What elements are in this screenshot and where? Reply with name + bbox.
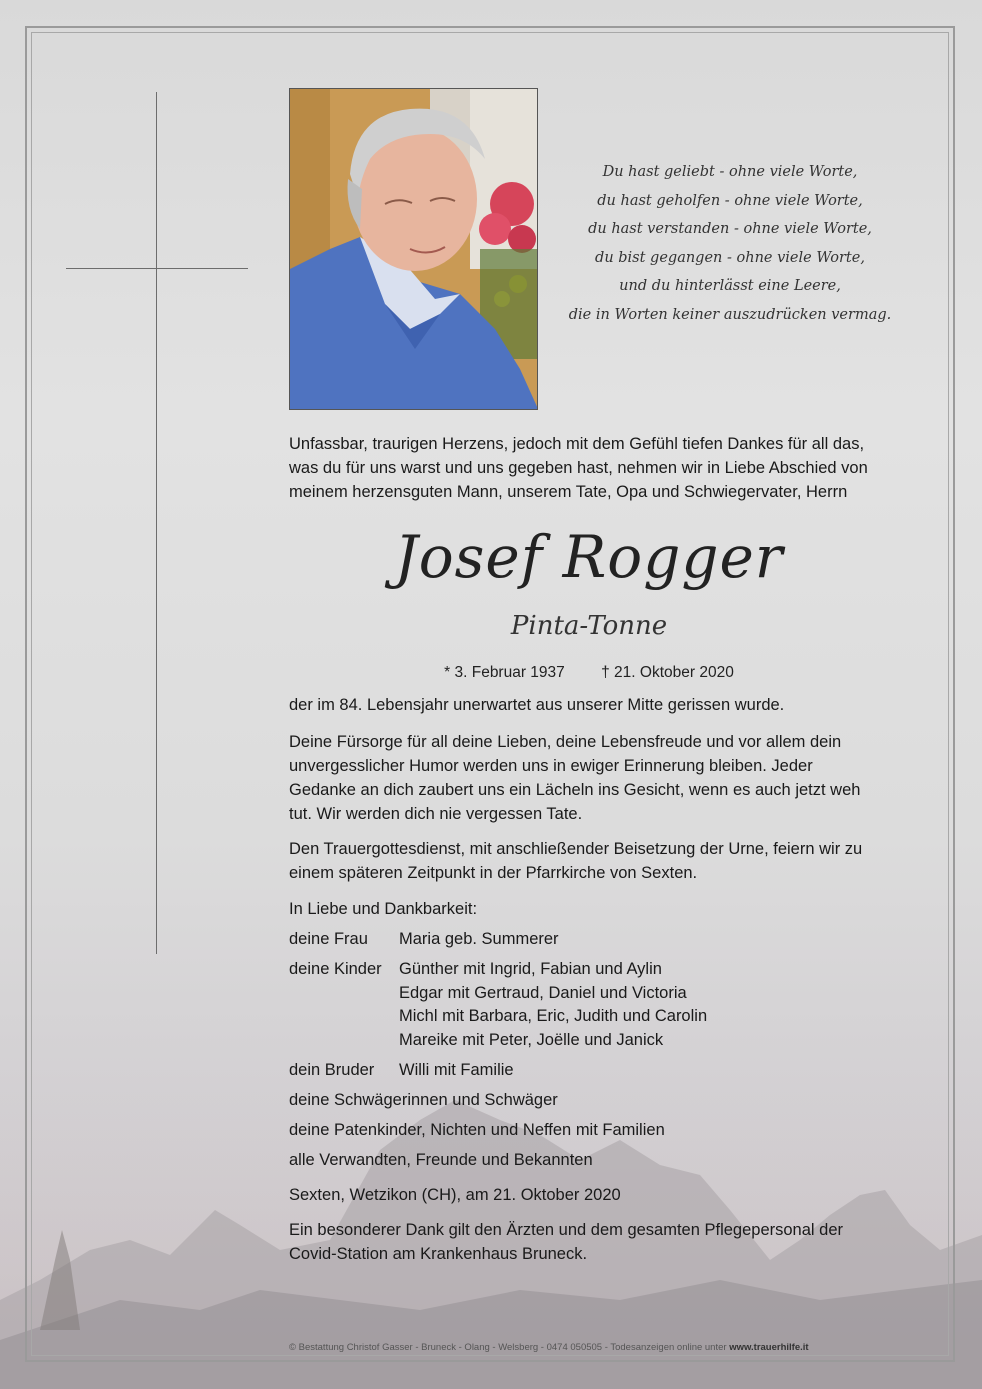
poem-line: die in Worten keiner auszudrücken vermag. — [568, 306, 892, 323]
service-line: Den Trauergottesdienst, mit anschließender Beisetzung der Urne, feiern wir zu — [289, 840, 863, 858]
child-entry: Michl mit Barbara, Eric, Judith und Carolin — [399, 1007, 708, 1025]
cross-horizontal-bar — [66, 268, 248, 269]
footer-text: © Bestattung Christof Gasser - Bruneck - Olang - Welsberg - 0474 050505 - Todesanzeigen online unter — [289, 1342, 727, 1353]
relatives-entry: deine Schwägerinnen und Schwäger — [289, 1091, 558, 1109]
child-entry: Günther mit Ingrid, Fabian und Aylin — [399, 960, 662, 978]
poem-line: Du hast geliebt - ohne viele Worte, — [602, 164, 858, 180]
poem-line: und du hinterlässt eine Leere, — [619, 278, 841, 294]
memory-line: Deine Fürsorge für all deine Lieben, deine Lebensfreude und vor allem dein — [289, 733, 842, 751]
poem-line: du hast verstanden - ohne viele Worte, — [588, 221, 872, 237]
wife-name: Maria geb. Summerer — [399, 930, 559, 948]
memory-line: tut. Wir werden dich nie vergessen Tate. — [289, 805, 583, 823]
portrait-photo — [289, 88, 538, 410]
place-date: Sexten, Wetzikon (CH), am 21. Oktober 2020 — [289, 1186, 621, 1204]
footer — [289, 1342, 894, 1353]
deceased-nickname: Pinta-Tonne — [510, 611, 668, 641]
life-dates — [289, 664, 889, 682]
brother-name: Willi mit Familie — [399, 1061, 514, 1079]
service-paragraph — [289, 837, 885, 885]
memory-line: Gedanke an dich zaubert uns ein Lächeln ins Gesicht, wenn es auch jetzt weh — [289, 781, 861, 799]
intro-line: Unfassbar, traurigen Herzens, jedoch mit dem Gefühl tiefen Dankes für all das, — [289, 435, 865, 453]
poem-line: du hast geholfen - ohne viele Worte, — [597, 192, 863, 209]
age-line-text: der im 84. Lebensjahr unerwartet aus unserer Mitte gerissen wurde. — [289, 696, 785, 714]
memory-paragraph — [289, 730, 885, 826]
memory-line: unvergesslicher Humor werden uns in ewiger Erinnerung bleiben. Jeder — [289, 757, 813, 775]
age-line — [289, 693, 885, 717]
children-label: deine Kinder — [289, 960, 382, 978]
child-entry: Edgar mit Gertraud, Daniel und Victoria — [399, 983, 687, 1002]
children-names — [399, 958, 707, 1052]
deceased-name: Josef Rogger — [394, 523, 784, 591]
thanks-line: Ein besonderer Dank gilt den Ärzten und dem gesamten Pflegepersonal der — [289, 1221, 844, 1239]
relatives-entry: alle Verwandten, Freunde und Bekannten — [289, 1151, 593, 1169]
relatives-entry: deine Patenkinder, Nichten und Neffen mit Familien — [289, 1121, 665, 1139]
death-date: † 21. Oktober 2020 — [601, 664, 734, 681]
thanks-paragraph — [289, 1218, 885, 1266]
thanks-line: Covid-Station am Krankenhaus Bruneck. — [289, 1245, 588, 1263]
poem-line: du bist gegangen - ohne viele Worte, — [595, 249, 865, 266]
poem — [560, 158, 900, 329]
cross-vertical-bar — [156, 92, 157, 954]
intro-paragraph — [289, 432, 889, 504]
service-line: einem späteren Zeitpunkt in der Pfarrkirche von Sexten. — [289, 864, 698, 882]
brother-label: dein Bruder — [289, 1061, 375, 1079]
family-heading: In Liebe und Dankbarkeit: — [289, 900, 478, 918]
wife-label: deine Frau — [289, 930, 368, 948]
intro-line: meinem herzensguten Mann, unserem Tate, Opa und Schwiegervater, Herrn — [289, 483, 848, 501]
child-entry: Mareike mit Peter, Joëlle und Janick — [399, 1030, 664, 1049]
footer-link[interactable]: www.trauerhilfe.it — [729, 1342, 809, 1353]
intro-line: was du für uns warst und uns gegeben hast, nehmen wir in Liebe Abschied von — [289, 459, 868, 477]
birth-date: * 3. Februar 1937 — [444, 664, 565, 681]
